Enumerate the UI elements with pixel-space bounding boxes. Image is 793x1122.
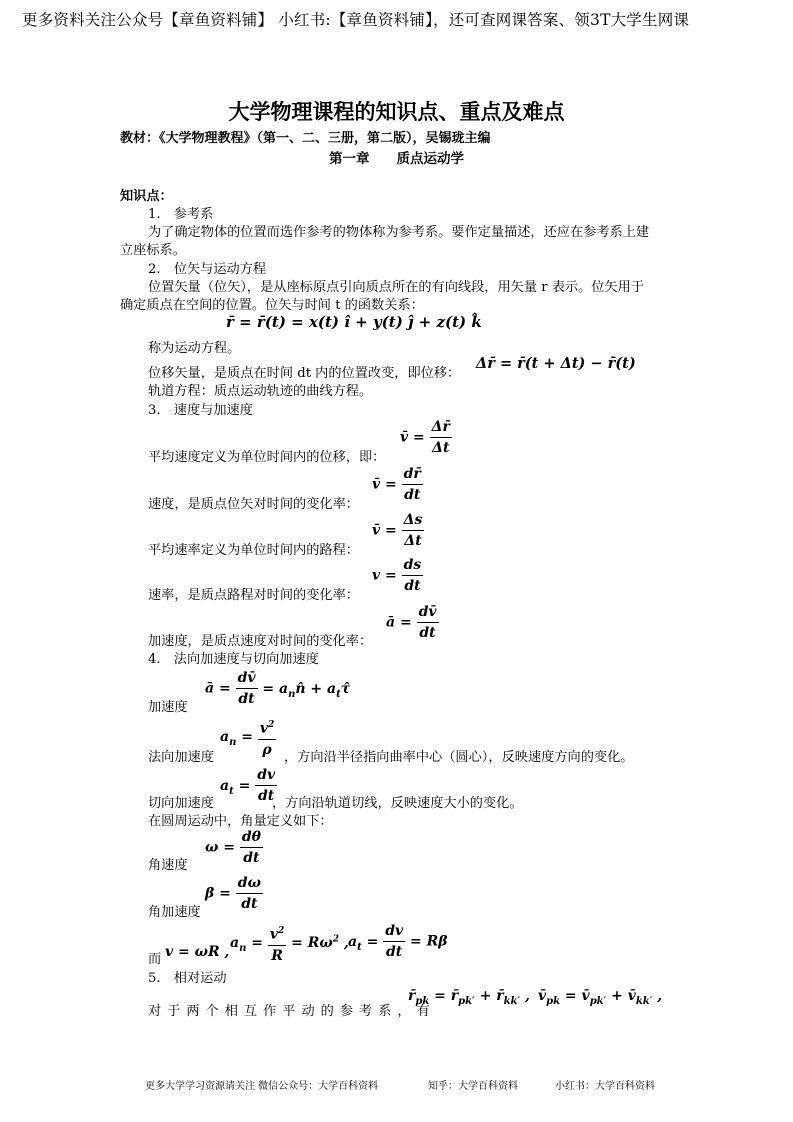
chapter-title: 第一章 质点运动学 — [329, 151, 464, 167]
relative-motion-text: 对于两个相互作平动的参考系，有 — [148, 1004, 436, 1019]
section-1-text-cont: 立座标系。 — [120, 243, 186, 258]
top-banner: 更多资料关注公众号【章鱼资料铺】 小红书:【章鱼资料铺】，还可查网课答案、领3T大学生网课 — [22, 11, 690, 29]
equation-velocity: v̄ = $\frac{dr̄}{dt}$ — [372, 466, 421, 503]
textbook-line: 教材：《大学物理教程》（第一、二、三册，第二版），吴锡珑主编 — [120, 131, 491, 146]
equation-speed: v = $\frac{ds}{dt}$ — [372, 557, 422, 594]
page-title: 大学物理课程的知识点、重点及难点 — [228, 99, 565, 124]
speed-text: 速率，是质点路程对时间的变化率： — [148, 588, 359, 603]
section-1-text: 为了确定物体的位置而选作参考的物体称为参考系。要作定量描述，还应在参考系上建 — [148, 225, 650, 240]
equation-an-circular: $a_n$ = $\frac{v^2}{R}$ = $R\omega^2$ , — [230, 922, 349, 965]
tangential-accel-desc: ，方向沿轨道切线，反映速度大小的变化。 — [272, 796, 523, 811]
equation-avg-velocity: v̄ = $\frac{\Delta r̄}{\Delta t}$ — [400, 419, 450, 456]
footer-xiaohongshu: 小红书：大学百科资料 — [555, 1081, 655, 1092]
knowledge-heading: 知识点： — [120, 189, 173, 204]
velocity-text: 速度，是质点位矢对时间的变化率： — [148, 497, 359, 512]
equation-angular-accel: β = $\frac{d\omega}{dt}$ — [205, 875, 261, 912]
section-2-heading: 2. 位矢与运动方程 — [148, 262, 267, 277]
section-2-text-cont: 确定质点在空间的位置。位矢与时间 t 的函数关系： — [120, 298, 424, 313]
equation-relative-position: $r̄_{pk}$ = $r̄_{pk'}$ + $r̄_{kk'}$ , — [408, 988, 530, 1007]
equation-motion: r̄ = r̄(t) = x(t) î + y(t) ĵ + z(t) k̂ — [226, 313, 482, 331]
equation-accel-decomp: ā = $\frac{dv̄}{dt}$ = $a_nn̂$ + $a_t\taû$ — [205, 670, 351, 707]
section-2-text-2: 称为运动方程。 — [148, 341, 241, 356]
section-5-heading: 5. 相对运动 — [148, 971, 227, 986]
acceleration-label: 加速度 — [148, 700, 188, 715]
section-4-heading: 4. 法向加速度与切向加速度 — [148, 652, 319, 667]
section-2-text-4: 轨道方程：质点运动轨迹的曲线方程。 — [148, 384, 373, 399]
equation-v-omega-r: v = ωR , — [165, 944, 230, 960]
equation-avg-speed: v̄ = $\frac{\Delta s}{\Delta t}$ — [372, 512, 423, 549]
equation-tangential-accel: $a_t$ = $\frac{dv}{dt}$ — [220, 767, 276, 804]
section-1-heading: 1. 参考系 — [148, 207, 214, 222]
normal-accel-desc: ，方向沿半径指向曲率中心（圆心），反映速度方向的变化。 — [284, 750, 634, 765]
equation-normal-accel: $a_n$ = $\frac{v^2}{\rho}$ — [220, 716, 276, 759]
avg-velocity-text: 平均速度定义为单位时间内的位移，即： — [148, 450, 386, 465]
tangential-accel-label: 切向加速度 — [148, 796, 214, 811]
section-3-heading: 3. 速度与加速度 — [148, 403, 253, 418]
section-2-text: 位置矢量（位矢），是从座标原点引向质点所在的有向线段，用矢量 r 表示。位矢用于 — [148, 280, 645, 295]
relation-prefix: 而 — [148, 952, 162, 967]
equation-displacement: Δr̄ = r̄(t + Δt) − r̄(t) — [476, 355, 636, 372]
equation-at-circular: $a_t$ = $\frac{dv}{dt}$ = Rβ — [348, 923, 448, 960]
equation-angular-velocity: ω = $\frac{d\theta}{dt}$ — [205, 829, 261, 866]
equation-relative-velocity: $v̄_{pk}$ = $v̄_{pk'}$ + $v̄_{kk'}$ , — [538, 988, 663, 1007]
avg-speed-text: 平均速率定义为单位时间内的路程： — [148, 543, 359, 558]
angular-velocity-label: 角速度 — [148, 858, 188, 873]
circular-motion-text: 在圆周运动中，角量定义如下： — [148, 814, 333, 829]
equation-acceleration: ā = $\frac{dv̄}{dt}$ — [386, 604, 437, 641]
section-2-text-3: 位移矢量，是质点在时间 dt 内的位置改变，即位移： — [148, 366, 461, 381]
normal-accel-label: 法向加速度 — [148, 750, 214, 765]
footer-zhihu: 知乎：大学百科资料 — [428, 1081, 518, 1092]
angular-accel-label: 角加速度 — [148, 905, 201, 920]
footer-wechat: 更多大学学习资源请关注 微信公众号：大学百科资料 — [145, 1081, 379, 1092]
acceleration-text: 加速度，是质点速度对时间的变化率： — [148, 634, 373, 649]
